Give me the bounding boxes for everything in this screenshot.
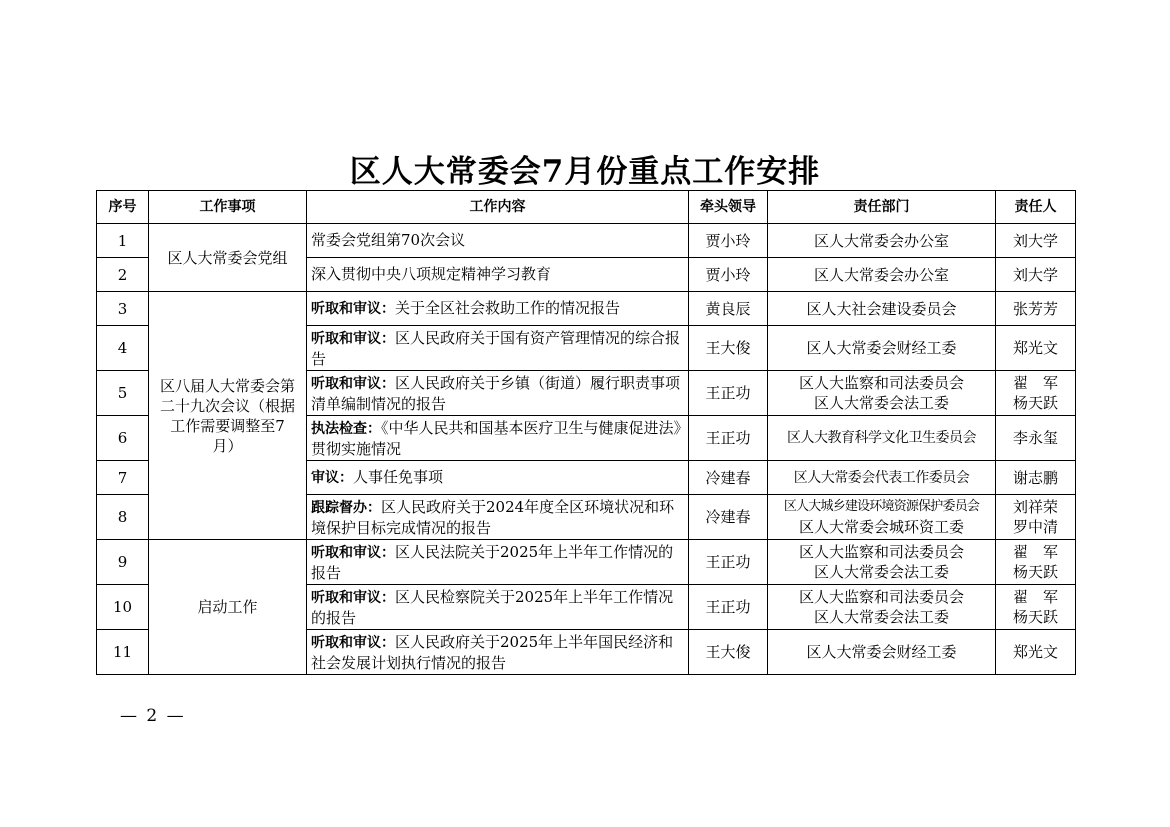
table-header-row bbox=[97, 191, 1076, 224]
page-number: — 2 — bbox=[120, 706, 186, 726]
dept-line: 区人大城乡建设环境资源保护委员会 bbox=[783, 499, 980, 514]
row-text: 常委会党组第70次会议 bbox=[311, 231, 466, 249]
row-keyword: 跟踪督办： bbox=[311, 499, 381, 516]
row-content bbox=[307, 258, 689, 292]
row-leader: 王正功 bbox=[689, 540, 768, 585]
row-content bbox=[307, 292, 689, 326]
row-keyword: 审议： bbox=[311, 470, 353, 486]
row-person bbox=[996, 540, 1076, 585]
row-dept bbox=[768, 540, 996, 585]
dept-line: 区人大监察和司法委员会 bbox=[798, 374, 964, 392]
person-line: 翟 军 bbox=[1012, 374, 1058, 392]
row-leader: 黄良辰 bbox=[689, 292, 768, 326]
row-seq: 9 bbox=[97, 540, 149, 585]
row-text: 深入贯彻中央八项规定精神学习教育 bbox=[311, 265, 552, 283]
row-text: 《中华人民共和国基本医疗卫生与健康促进法》贯彻实施情况 bbox=[311, 418, 682, 458]
row-leader: 王正功 bbox=[689, 416, 768, 461]
row-seq: 7 bbox=[97, 461, 149, 495]
table-row bbox=[97, 540, 1076, 585]
dept-line: 区人大常委会城环资工委 bbox=[798, 518, 964, 536]
group-session: 区八届人大常委会第二十九次会议（根据工作需要调整至7月） bbox=[149, 292, 307, 540]
row-person bbox=[996, 585, 1076, 630]
person-line: 翟 军 bbox=[1012, 588, 1058, 606]
row-content bbox=[307, 495, 689, 540]
row-text: 区人民政府关于乡镇（街道）履行职责事项清单编制情况的报告 bbox=[311, 373, 681, 413]
person-line: 杨天跃 bbox=[1012, 563, 1058, 581]
row-seq: 4 bbox=[97, 326, 149, 371]
row-person: 刘大学 bbox=[996, 258, 1076, 292]
person-line: 罗中清 bbox=[1012, 518, 1058, 536]
row-keyword: 听取和审议： bbox=[311, 634, 395, 651]
row-person: 郑光文 bbox=[996, 326, 1076, 371]
row-keyword: 听取和审议： bbox=[311, 544, 395, 561]
dept-line: 区人大监察和司法委员会 bbox=[798, 588, 964, 606]
row-person: 刘大学 bbox=[996, 224, 1076, 258]
row-dept bbox=[768, 495, 996, 540]
person-line: 杨天跃 bbox=[1012, 608, 1058, 626]
row-leader: 王大俊 bbox=[689, 326, 768, 371]
group-party: 区人大常委会党组 bbox=[149, 224, 307, 292]
row-content bbox=[307, 416, 689, 461]
header-leader: 牵头领导 bbox=[689, 191, 768, 224]
row-seq: 10 bbox=[97, 585, 149, 630]
row-seq: 8 bbox=[97, 495, 149, 540]
row-dept: 区人大教育科学文化卫生委员会 bbox=[768, 416, 996, 461]
row-leader: 贾小玲 bbox=[689, 224, 768, 258]
row-content bbox=[307, 224, 689, 258]
dept-line: 区人大常委会法工委 bbox=[813, 608, 949, 626]
row-content bbox=[307, 585, 689, 630]
row-dept: 区人大社会建设委员会 bbox=[768, 292, 996, 326]
row-content bbox=[307, 630, 689, 675]
row-leader: 王正功 bbox=[689, 371, 768, 416]
row-seq: 2 bbox=[97, 258, 149, 292]
row-leader: 王大俊 bbox=[689, 630, 768, 675]
row-keyword: 听取和审议： bbox=[311, 375, 395, 392]
person-line: 杨天跃 bbox=[1012, 394, 1058, 412]
table-row bbox=[97, 292, 1076, 326]
row-seq: 11 bbox=[97, 630, 149, 675]
row-text: 关于全区社会救助工作的情况报告 bbox=[395, 299, 621, 317]
row-keyword: 听取和审议： bbox=[311, 330, 395, 347]
row-text: 区人民检察院关于2025年上半年工作情况的报告 bbox=[311, 587, 674, 627]
row-dept: 区人大常委会财经工委 bbox=[768, 630, 996, 675]
row-seq: 1 bbox=[97, 224, 149, 258]
row-text: 区人民政府关于2025年上半年国民经济和社会发展计划执行情况的报告 bbox=[311, 632, 674, 672]
person-line: 刘祥荣 bbox=[1012, 498, 1058, 516]
schedule-table bbox=[96, 190, 1076, 675]
row-leader: 冷建春 bbox=[689, 495, 768, 540]
row-seq: 6 bbox=[97, 416, 149, 461]
row-dept: 区人大常委会代表工作委员会 bbox=[768, 461, 996, 495]
row-person bbox=[996, 371, 1076, 416]
row-dept: 区人大常委会办公室 bbox=[768, 224, 996, 258]
row-keyword: 听取和审议： bbox=[311, 301, 395, 317]
row-text: 区人民法院关于2025年上半年工作情况的报告 bbox=[311, 542, 674, 582]
header-content: 工作内容 bbox=[307, 191, 689, 224]
person-line: 翟 军 bbox=[1012, 543, 1058, 561]
row-seq: 3 bbox=[97, 292, 149, 326]
header-seq: 序号 bbox=[97, 191, 149, 224]
row-seq: 5 bbox=[97, 371, 149, 416]
row-content bbox=[307, 461, 689, 495]
dept-line: 区人大常委会法工委 bbox=[813, 563, 949, 581]
header-dept: 责任部门 bbox=[768, 191, 996, 224]
row-leader: 贾小玲 bbox=[689, 258, 768, 292]
row-keyword: 执法检查： bbox=[311, 420, 381, 437]
row-content bbox=[307, 326, 689, 371]
row-person: 谢志鹏 bbox=[996, 461, 1076, 495]
group-launch: 启动工作 bbox=[149, 540, 307, 675]
row-leader: 冷建春 bbox=[689, 461, 768, 495]
row-person: 郑光文 bbox=[996, 630, 1076, 675]
row-content bbox=[307, 371, 689, 416]
row-dept bbox=[768, 371, 996, 416]
row-text: 区人民政府关于2024年度全区环境状况和环境保护目标完成情况的报告 bbox=[311, 497, 675, 537]
row-person: 张芳芳 bbox=[996, 292, 1076, 326]
dept-line: 区人大常委会法工委 bbox=[813, 394, 949, 412]
row-dept: 区人大常委会财经工委 bbox=[768, 326, 996, 371]
table-row bbox=[97, 224, 1076, 258]
page-title: 区人大常委会7月份重点工作安排 bbox=[349, 154, 821, 190]
header-matter: 工作事项 bbox=[149, 191, 307, 224]
dept-line: 区人大监察和司法委员会 bbox=[798, 543, 964, 561]
row-person: 李永玺 bbox=[996, 416, 1076, 461]
row-dept: 区人大常委会办公室 bbox=[768, 258, 996, 292]
row-keyword: 听取和审议： bbox=[311, 589, 395, 606]
row-dept bbox=[768, 585, 996, 630]
row-leader: 王正功 bbox=[689, 585, 768, 630]
row-content bbox=[307, 540, 689, 585]
header-person: 责任人 bbox=[996, 191, 1076, 224]
row-text: 区人民政府关于国有资产管理情况的综合报告 bbox=[311, 328, 681, 368]
row-text: 人事任免事项 bbox=[353, 468, 444, 486]
row-person bbox=[996, 495, 1076, 540]
